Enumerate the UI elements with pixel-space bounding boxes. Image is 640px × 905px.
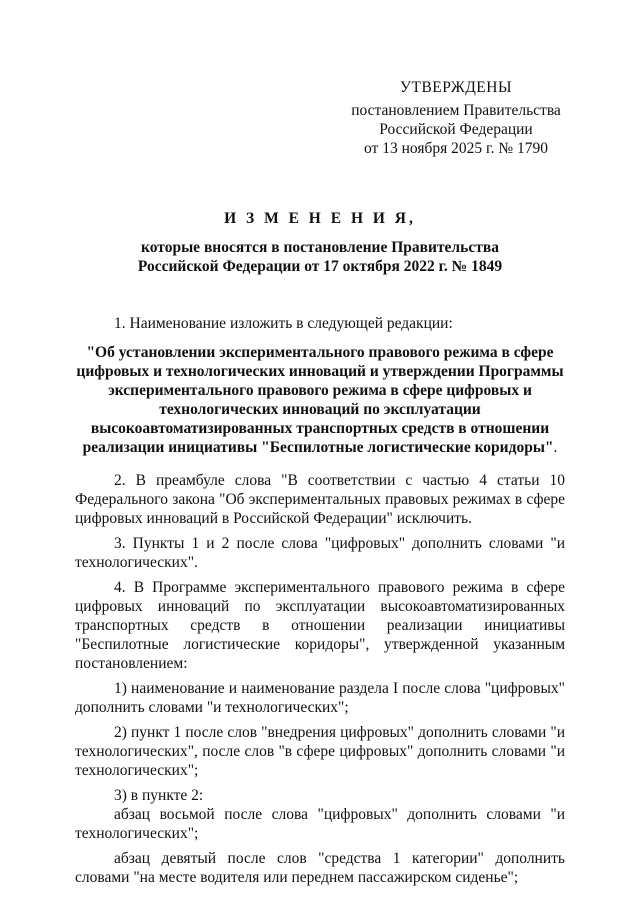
approval-heading: УТВЕРЖДЕНЫ bbox=[400, 79, 512, 96]
paragraph-4-3a: абзац восьмой после слова "цифровых" дополнить словами "и технологических"; bbox=[75, 806, 565, 842]
document-body bbox=[75, 314, 565, 893]
paragraph-4-3: 3) в пункте 2: bbox=[114, 787, 204, 804]
new-name-tail: . bbox=[553, 439, 558, 456]
approval-line-3: от 13 ноября 2025 г. № 1790 bbox=[364, 140, 548, 157]
paragraph-3: 3. Пункты 1 и 2 после слова "цифровых" дополнить словами "и технологических". bbox=[75, 535, 565, 571]
paragraph-4-2: 2) пункт 1 после слов "внедрения цифровых" дополнить словами "и технологических", после слов "в сфере цифровых" дополнить словами "и технологических"; bbox=[75, 724, 565, 779]
paragraph-4-3b: абзац девятый после слов "средства 1 категории" дополнить словами "на месте водителя или переднем пассажирском сиденье"; bbox=[75, 850, 565, 886]
paragraph-4-1: 1) наименование и наименование раздела I после слова "цифровых" дополнить словами "и технологических"; bbox=[75, 680, 565, 716]
paragraph-4: 4. В Программе экспериментального правового режима в сфере цифровых инноваций по эксплуатации высокоавтоматизированных транспортных средств в отношении реализации инициативы "Беспилотные логистические коридоры", утвержденной указанным постановлением: bbox=[75, 579, 565, 672]
approval-block bbox=[340, 78, 572, 158]
subtitle-line-1: которые вносятся в постановление Правительства bbox=[141, 239, 499, 256]
approval-line-1: постановлением Правительства bbox=[351, 102, 561, 119]
paragraph-1: 1. Наименование изложить в следующей редакции: bbox=[114, 315, 453, 332]
new-name-text: "Об установлении экспериментального правового режима в сфере цифровых и технологических инноваций и утверждении Программы экспериментального правового режима в сфере цифровых и технологических инноваций по эксплуатации высокоавтоматизированных транспортных средств в отношении реализации инициативы "Беспилотные логистические коридоры" bbox=[76, 344, 564, 456]
paragraph-2: 2. В преамбуле слова "В соответствии с частью 4 статьи 10 Федерального закона "Об экспериментальных правовых режимах в сфере цифровых инноваций в Российской Федерации" исключить. bbox=[75, 472, 565, 527]
document-subtitle bbox=[0, 238, 640, 276]
new-name-block bbox=[75, 343, 565, 457]
approval-line-2: Российской Федерации bbox=[379, 121, 533, 138]
subtitle-line-2: Российской Федерации от 17 октября 2022 г. № 1849 bbox=[137, 258, 503, 275]
document-title: И З М Е Н Е Н И Я, bbox=[224, 210, 416, 227]
